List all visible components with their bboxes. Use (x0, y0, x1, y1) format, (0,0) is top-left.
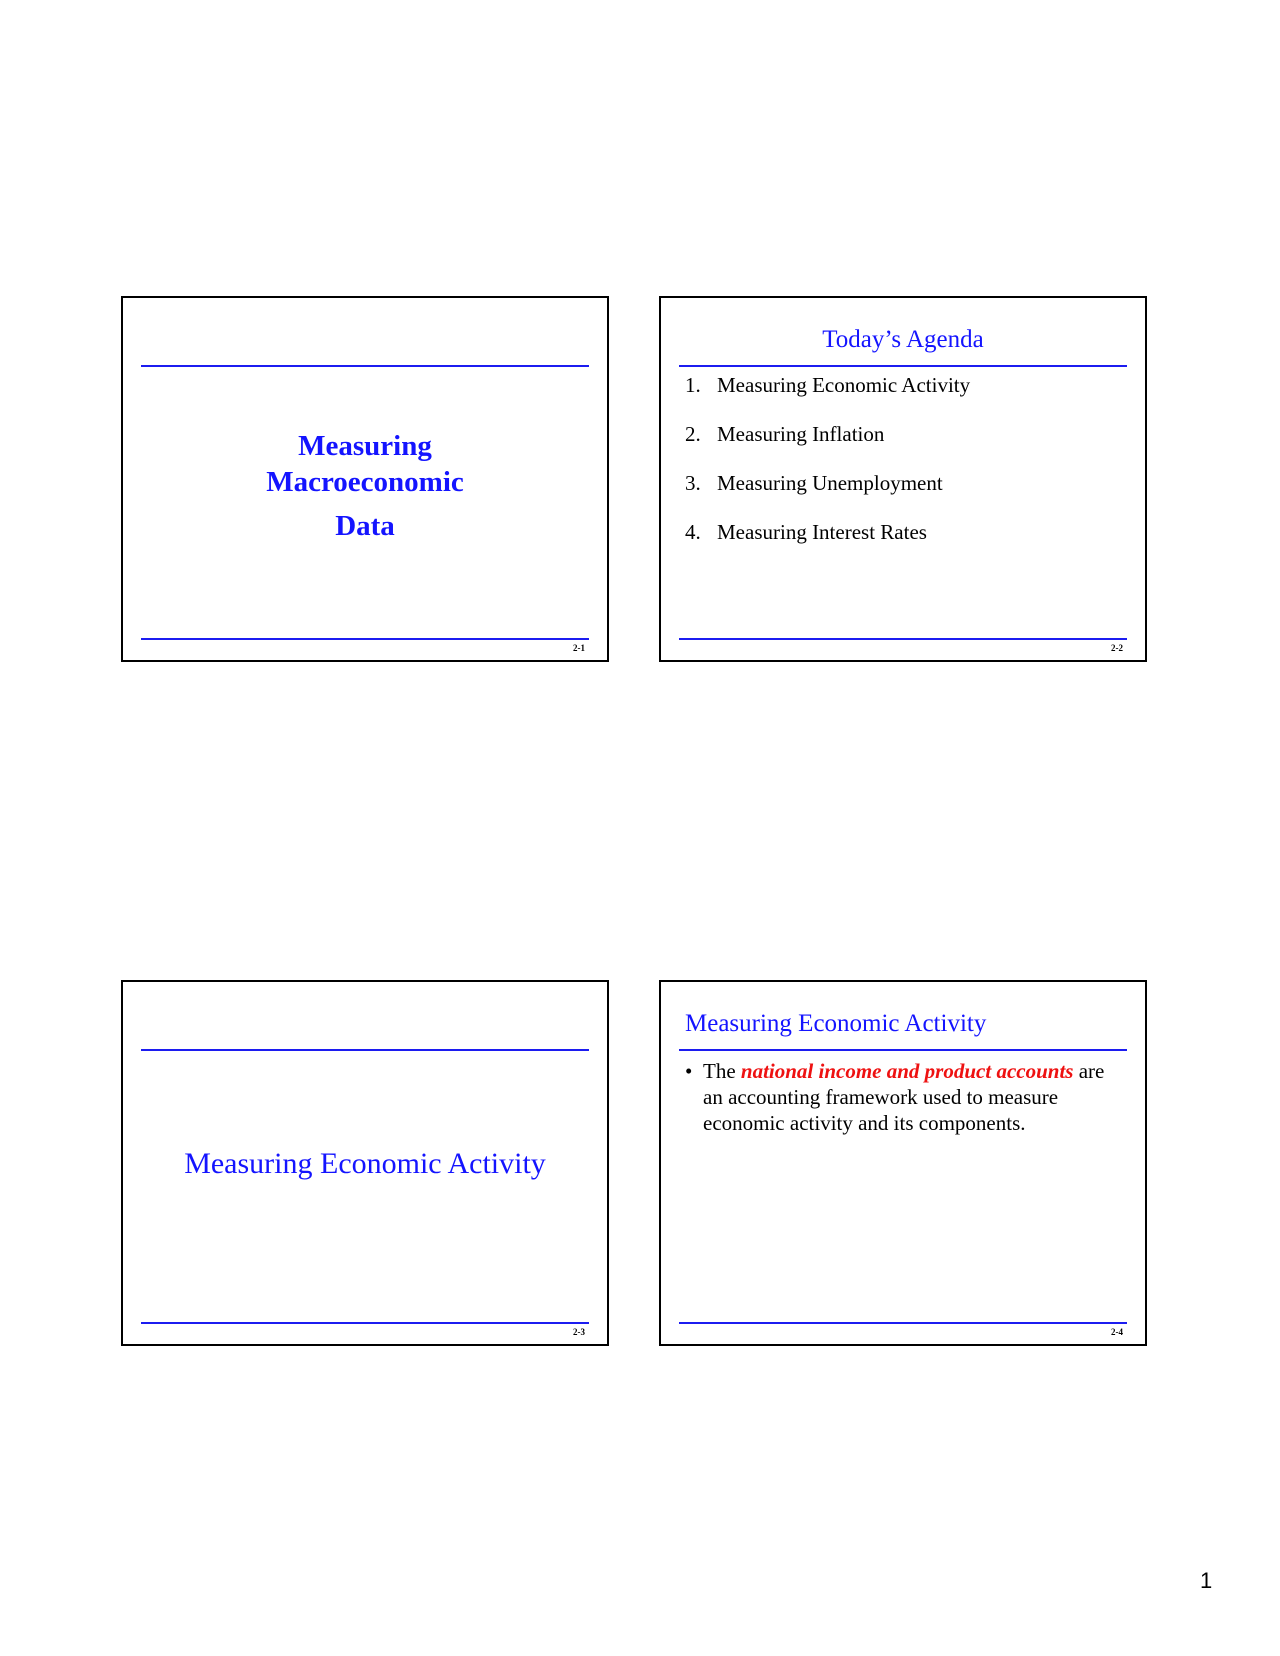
bullet-text-before: The (703, 1059, 741, 1083)
slide-footer-rule (141, 638, 589, 640)
slide-title-line-3: Data (335, 510, 395, 542)
slide-title: Measuring Economic Activity (685, 1010, 987, 1037)
agenda-item-number: 4. (685, 520, 701, 544)
bullet-text (703, 1058, 1125, 1136)
bullet-text-after: are an accounting framework used to measure economic activity and its components. (703, 1059, 1105, 1135)
slide-number: 2-4 (1111, 1327, 1123, 1337)
agenda-list (685, 372, 1125, 568)
agenda-item-text: Measuring Interest Rates (717, 520, 927, 544)
slide-number: 2-1 (573, 643, 585, 653)
slide-footer-rule (679, 1322, 1127, 1324)
agenda-item (685, 372, 1125, 421)
agenda-item-number: 2. (685, 422, 701, 446)
slide-title-line-1: Measuring (298, 430, 432, 462)
slide-footer-rule (679, 638, 1127, 640)
slide-header-rule (141, 1049, 589, 1051)
agenda-item-number: 3. (685, 471, 701, 495)
slide-footer-rule (141, 1322, 589, 1324)
slide-title: Today’s Agenda (822, 326, 984, 353)
agenda-item-text: Measuring Inflation (717, 422, 885, 446)
slide-number: 2-3 (573, 1327, 585, 1337)
agenda-item-text: Measuring Economic Activity (717, 373, 971, 397)
slide-number: 2-2 (1111, 643, 1123, 653)
agenda-item (685, 421, 1125, 470)
bullet-point (685, 1058, 1125, 1136)
slide-title: Measuring Economic Activity (184, 1147, 546, 1180)
slide-header-rule (141, 365, 589, 367)
slide-4 (659, 980, 1147, 1346)
slide-title-line-2: Macroeconomic (266, 466, 464, 498)
slide-1 (121, 296, 609, 662)
bullet-emphasis: national income and product accounts (740, 1059, 1074, 1083)
slide-2 (659, 296, 1147, 662)
agenda-item (685, 519, 1125, 568)
slide-3 (121, 980, 609, 1346)
slide-header-rule (679, 1049, 1127, 1051)
agenda-item-text: Measuring Unemployment (717, 471, 943, 495)
page-number: 1 (1200, 1568, 1213, 1593)
slide-header-rule (679, 365, 1127, 367)
bullet-marker: • (685, 1059, 693, 1083)
agenda-item (685, 470, 1125, 519)
agenda-item-number: 1. (685, 373, 701, 397)
